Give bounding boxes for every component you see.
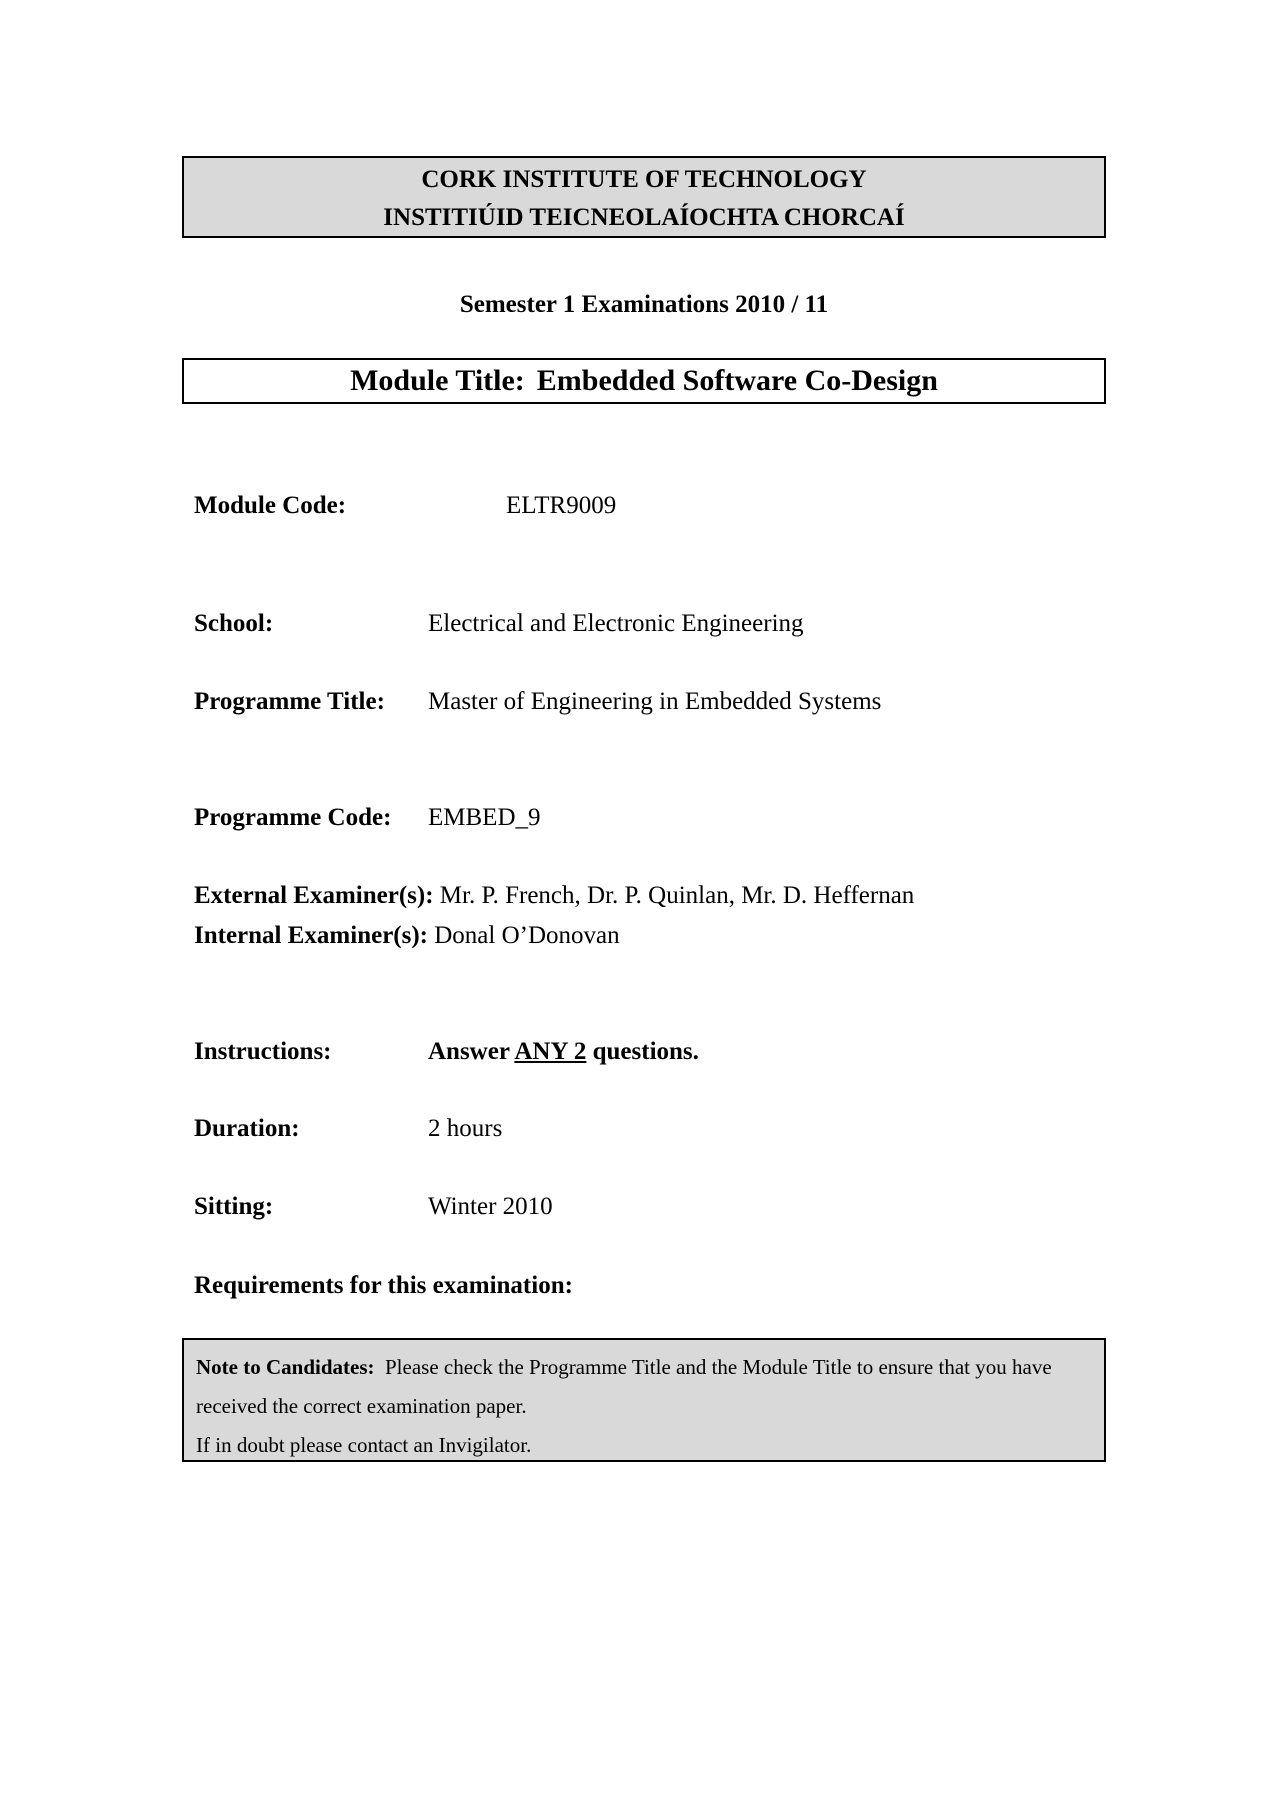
school-row [194, 606, 804, 642]
programme-code-value: EMBED_9 [428, 804, 541, 831]
note-label: Note to Candidates: [196, 1355, 375, 1379]
sitting-value: Winter 2010 [428, 1193, 553, 1220]
school-value: Electrical and Electronic Engineering [428, 610, 804, 637]
module-title-box [182, 358, 1106, 404]
module-code-row [194, 488, 617, 524]
module-title-value: Embedded Software Co-Design [536, 364, 938, 397]
internal-examiners-label: Internal Examiner(s): [194, 922, 428, 949]
instructions-row [194, 1034, 699, 1070]
module-code-value: ELTR9009 [506, 492, 617, 519]
note-line-1 [196, 1348, 1092, 1387]
requirements-row [194, 1268, 573, 1304]
programme-code-row [194, 800, 541, 836]
note-line-3: If in doubt please contact an Invigilator. [196, 1433, 532, 1457]
institution-header [182, 156, 1106, 238]
external-examiners-label: External Examiner(s): [194, 882, 434, 909]
school-label: School: [194, 610, 274, 637]
programme-title-value: Master of Engineering in Embedded Systems [428, 688, 882, 715]
instructions-suffix: questions. [592, 1038, 699, 1065]
note-text-1: Please check the Programme Title and the Module Title to ensure that you have [385, 1355, 1052, 1379]
duration-row [194, 1111, 503, 1147]
programme-code-label: Programme Code: [194, 804, 392, 831]
institution-name-ga: INSTITIÚID TEICNEOLAÍOCHTA CHORCAÍ [383, 204, 905, 231]
sitting-row [194, 1189, 553, 1225]
instructions-prefix: Answer [428, 1038, 510, 1065]
note-line-2: received the correct examination paper. [196, 1394, 527, 1418]
internal-examiners-value: Donal O’Donovan [434, 922, 620, 949]
external-examiners-value: Mr. P. French, Dr. P. Quinlan, Mr. D. Heffernan [439, 882, 915, 909]
duration-label: Duration: [194, 1115, 300, 1142]
duration-value: 2 hours [428, 1115, 503, 1142]
instructions-emphasis: ANY 2 [514, 1038, 587, 1065]
sitting-label: Sitting: [194, 1193, 274, 1220]
module-title-label: Module Title: [350, 364, 525, 397]
internal-examiners-row [194, 918, 620, 954]
requirements-label: Requirements for this examination: [194, 1272, 573, 1299]
semester-heading: Semester 1 Examinations 2010 / 11 [459, 291, 829, 318]
programme-title-row [194, 684, 882, 720]
module-code-label: Module Code: [194, 492, 347, 519]
note-to-candidates [182, 1338, 1106, 1462]
programme-title-label: Programme Title: [194, 688, 385, 715]
instructions-value [428, 1034, 699, 1070]
instructions-label: Instructions: [194, 1038, 332, 1065]
external-examiners-row [194, 878, 914, 914]
institution-name-en: CORK INSTITUTE OF TECHNOLOGY [421, 166, 867, 193]
